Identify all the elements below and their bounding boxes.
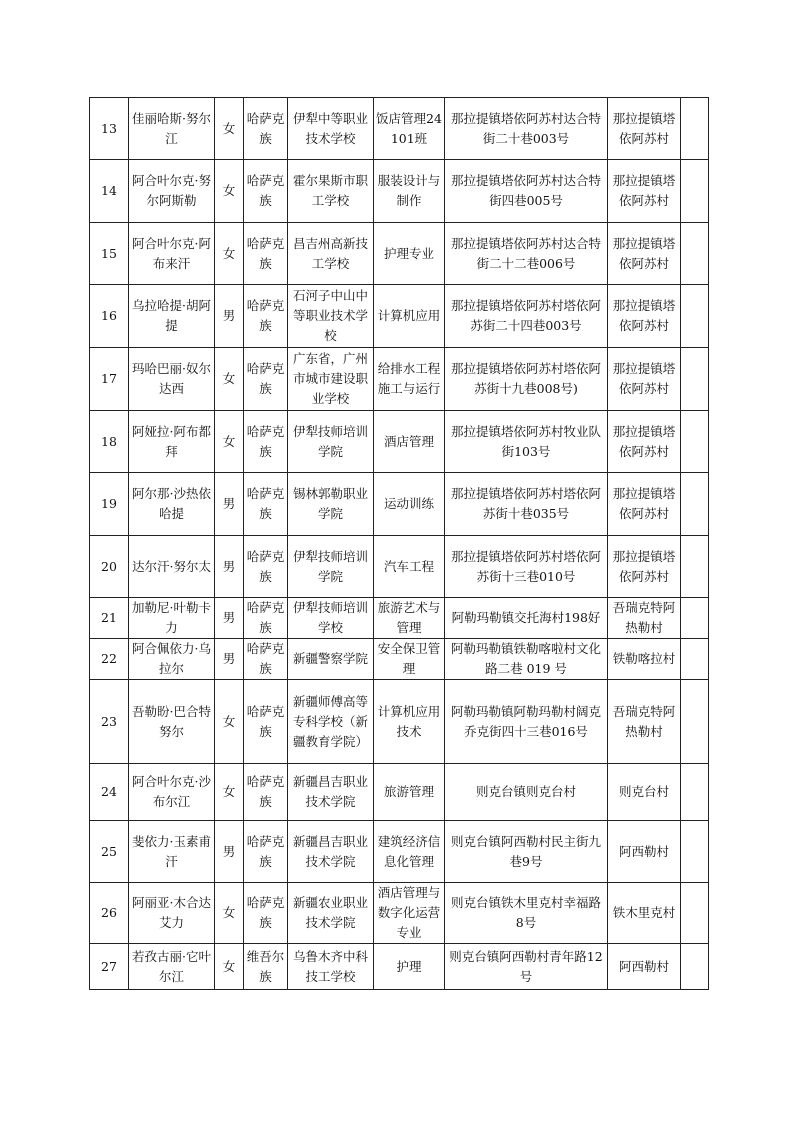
cell-no: 19 — [90, 473, 129, 536]
cell-gender: 女 — [215, 764, 244, 821]
cell-ethnicity: 哈萨克族 — [244, 223, 288, 285]
cell-name: 阿合佩依力·乌拉尔 — [129, 639, 215, 680]
cell-no: 23 — [90, 680, 129, 764]
cell-major: 给排水工程施工与运行 — [374, 348, 445, 411]
cell-village: 那拉提镇塔依阿苏村 — [608, 285, 681, 348]
cell-village: 那拉提镇塔依阿苏村 — [608, 473, 681, 536]
cell-village: 阿西勒村 — [608, 944, 681, 990]
cell-ethnicity: 哈萨克族 — [244, 473, 288, 536]
cell-gender: 女 — [215, 883, 244, 944]
cell-village: 吾瑞克特阿热勒村 — [608, 598, 681, 639]
cell-gender: 男 — [215, 598, 244, 639]
cell-gender: 女 — [215, 160, 244, 223]
cell-school: 伊犁技师培训学院 — [288, 411, 374, 473]
cell-gender: 女 — [215, 680, 244, 764]
cell-village: 那拉提镇塔依阿苏村 — [608, 348, 681, 411]
table-row — [90, 536, 709, 598]
cell-school: 昌吉州高新技工学校 — [288, 223, 374, 285]
cell-name: 若孜古丽·它叶尔江 — [129, 944, 215, 990]
cell-village: 那拉提镇塔依阿苏村 — [608, 411, 681, 473]
cell-address: 则克台镇则克台村 — [445, 764, 608, 821]
cell-ethnicity: 哈萨克族 — [244, 348, 288, 411]
cell-name: 阿合叶尔克·努尔阿斯勒 — [129, 160, 215, 223]
cell-note — [681, 680, 709, 764]
cell-address: 那拉提镇塔依阿苏村塔依阿苏街二十四巷003号 — [445, 285, 608, 348]
cell-no: 22 — [90, 639, 129, 680]
cell-no: 24 — [90, 764, 129, 821]
cell-major: 运动训练 — [374, 473, 445, 536]
cell-name: 玛哈巴丽·奴尔达西 — [129, 348, 215, 411]
cell-school: 霍尔果斯市职工学校 — [288, 160, 374, 223]
cell-major: 护理 — [374, 944, 445, 990]
cell-major: 酒店管理与数字化运营专业 — [374, 883, 445, 944]
cell-name: 斐依力·玉素甫汗 — [129, 821, 215, 883]
table-row — [90, 764, 709, 821]
cell-gender: 女 — [215, 98, 244, 160]
cell-address: 阿勒玛勒镇交托海村198好 — [445, 598, 608, 639]
cell-ethnicity: 哈萨克族 — [244, 680, 288, 764]
cell-school: 锡林郭勒职业学院 — [288, 473, 374, 536]
cell-address: 那拉提镇塔依阿苏村达合特街二十二巷006号 — [445, 223, 608, 285]
cell-name: 阿合叶尔克·沙布尔江 — [129, 764, 215, 821]
cell-name: 加勒尼·叶勒卡力 — [129, 598, 215, 639]
cell-name: 阿尔那·沙热依哈提 — [129, 473, 215, 536]
cell-ethnicity: 哈萨克族 — [244, 160, 288, 223]
cell-major: 安全保卫管理 — [374, 639, 445, 680]
cell-name: 阿合叶尔克·阿布来汗 — [129, 223, 215, 285]
cell-major: 服装设计与制作 — [374, 160, 445, 223]
cell-address: 那拉提镇塔依阿苏村达合特街二十巷003号 — [445, 98, 608, 160]
cell-address: 则克台镇阿西勒村青年路12号 — [445, 944, 608, 990]
cell-major: 计算机应用 — [374, 285, 445, 348]
cell-ethnicity: 哈萨克族 — [244, 598, 288, 639]
cell-gender: 男 — [215, 821, 244, 883]
cell-address: 那拉提镇塔依阿苏村塔依阿苏街十三巷010号 — [445, 536, 608, 598]
table-row — [90, 160, 709, 223]
cell-address: 那拉提镇塔依阿苏村塔依阿苏街十巷035号 — [445, 473, 608, 536]
cell-note — [681, 285, 709, 348]
table-row — [90, 883, 709, 944]
table-row — [90, 98, 709, 160]
table-row — [90, 223, 709, 285]
cell-note — [681, 473, 709, 536]
cell-no: 17 — [90, 348, 129, 411]
cell-note — [681, 821, 709, 883]
cell-no: 26 — [90, 883, 129, 944]
cell-major: 计算机应用技术 — [374, 680, 445, 764]
cell-no: 25 — [90, 821, 129, 883]
cell-school: 新疆昌吉职业技术学院 — [288, 764, 374, 821]
cell-no: 15 — [90, 223, 129, 285]
cell-ethnicity: 哈萨克族 — [244, 411, 288, 473]
student-table — [89, 97, 709, 990]
cell-school: 新疆昌吉职业技术学院 — [288, 821, 374, 883]
cell-note — [681, 98, 709, 160]
cell-ethnicity: 哈萨克族 — [244, 764, 288, 821]
cell-village: 铁木里克村 — [608, 883, 681, 944]
cell-ethnicity: 哈萨克族 — [244, 821, 288, 883]
cell-address: 那拉提镇塔依阿苏村塔依阿苏街十九巷008号) — [445, 348, 608, 411]
cell-address: 那拉提镇塔依阿苏村达合特街四巷005号 — [445, 160, 608, 223]
table-row — [90, 598, 709, 639]
cell-note — [681, 348, 709, 411]
cell-major: 汽车工程 — [374, 536, 445, 598]
cell-no: 14 — [90, 160, 129, 223]
cell-major: 建筑经济信息化管理 — [374, 821, 445, 883]
cell-name: 达尔汗·努尔太 — [129, 536, 215, 598]
cell-no: 27 — [90, 944, 129, 990]
cell-major: 护理专业 — [374, 223, 445, 285]
cell-address: 则克台镇铁木里克村幸福路8号 — [445, 883, 608, 944]
cell-no: 16 — [90, 285, 129, 348]
cell-village: 吾瑞克特阿热勒村 — [608, 680, 681, 764]
cell-school: 伊犁技师培训学院 — [288, 536, 374, 598]
cell-no: 18 — [90, 411, 129, 473]
cell-major: 酒店管理 — [374, 411, 445, 473]
cell-name: 佳丽哈斯·努尔江 — [129, 98, 215, 160]
cell-school: 新疆警察学院 — [288, 639, 374, 680]
table-row — [90, 348, 709, 411]
cell-name: 阿丽亚·木合达艾力 — [129, 883, 215, 944]
cell-village: 阿西勒村 — [608, 821, 681, 883]
cell-name: 阿娅拉·阿布都拜 — [129, 411, 215, 473]
cell-gender: 男 — [215, 536, 244, 598]
cell-gender: 男 — [215, 639, 244, 680]
cell-ethnicity: 维吾尔族 — [244, 944, 288, 990]
cell-name: 乌拉哈提·胡阿提 — [129, 285, 215, 348]
cell-village: 则克台村 — [608, 764, 681, 821]
table-row — [90, 821, 709, 883]
cell-major: 旅游艺术与管理 — [374, 598, 445, 639]
cell-address: 则克台镇阿西勒村民主街九巷9号 — [445, 821, 608, 883]
cell-gender: 女 — [215, 223, 244, 285]
cell-gender: 男 — [215, 473, 244, 536]
cell-note — [681, 223, 709, 285]
cell-ethnicity: 哈萨克族 — [244, 98, 288, 160]
cell-school: 新疆农业职业技术学院 — [288, 883, 374, 944]
cell-note — [681, 639, 709, 680]
cell-name: 吾勒盼·巴合特努尔 — [129, 680, 215, 764]
cell-gender: 女 — [215, 944, 244, 990]
cell-no: 13 — [90, 98, 129, 160]
cell-village: 那拉提镇塔依阿苏村 — [608, 223, 681, 285]
cell-note — [681, 598, 709, 639]
table-row — [90, 944, 709, 990]
cell-note — [681, 883, 709, 944]
cell-gender: 女 — [215, 348, 244, 411]
cell-school: 伊犁中等职业技术学校 — [288, 98, 374, 160]
cell-ethnicity: 哈萨克族 — [244, 536, 288, 598]
table-row — [90, 285, 709, 348]
cell-major: 饭店管理24101班 — [374, 98, 445, 160]
cell-gender: 女 — [215, 411, 244, 473]
cell-address: 阿勒玛勒镇铁勒喀啦村文化路二巷 019 号 — [445, 639, 608, 680]
table-row — [90, 639, 709, 680]
cell-school: 石河子中山中等职业技术学校 — [288, 285, 374, 348]
cell-school: 广东省，广州市城市建设职业学校 — [288, 348, 374, 411]
cell-ethnicity: 哈萨克族 — [244, 285, 288, 348]
cell-ethnicity: 哈萨克族 — [244, 883, 288, 944]
cell-school: 乌鲁木齐中科技工学校 — [288, 944, 374, 990]
cell-address: 阿勒玛勒镇阿勒玛勒村阔克乔克街四十三巷016号 — [445, 680, 608, 764]
table-row — [90, 473, 709, 536]
cell-note — [681, 160, 709, 223]
cell-school: 新疆师傅高等专科学校（新疆教育学院） — [288, 680, 374, 764]
cell-gender: 男 — [215, 285, 244, 348]
cell-village: 那拉提镇塔依阿苏村 — [608, 160, 681, 223]
cell-village: 那拉提镇塔依阿苏村 — [608, 536, 681, 598]
cell-village: 铁勒喀拉村 — [608, 639, 681, 680]
cell-note — [681, 944, 709, 990]
cell-note — [681, 411, 709, 473]
cell-major: 旅游管理 — [374, 764, 445, 821]
cell-school: 伊犁技师培训学校 — [288, 598, 374, 639]
cell-ethnicity: 哈萨克族 — [244, 639, 288, 680]
table-row — [90, 680, 709, 764]
cell-no: 20 — [90, 536, 129, 598]
cell-note — [681, 764, 709, 821]
cell-no: 21 — [90, 598, 129, 639]
cell-note — [681, 536, 709, 598]
cell-address: 那拉提镇塔依阿苏村牧业队街103号 — [445, 411, 608, 473]
cell-village: 那拉提镇塔依阿苏村 — [608, 98, 681, 160]
table-row — [90, 411, 709, 473]
